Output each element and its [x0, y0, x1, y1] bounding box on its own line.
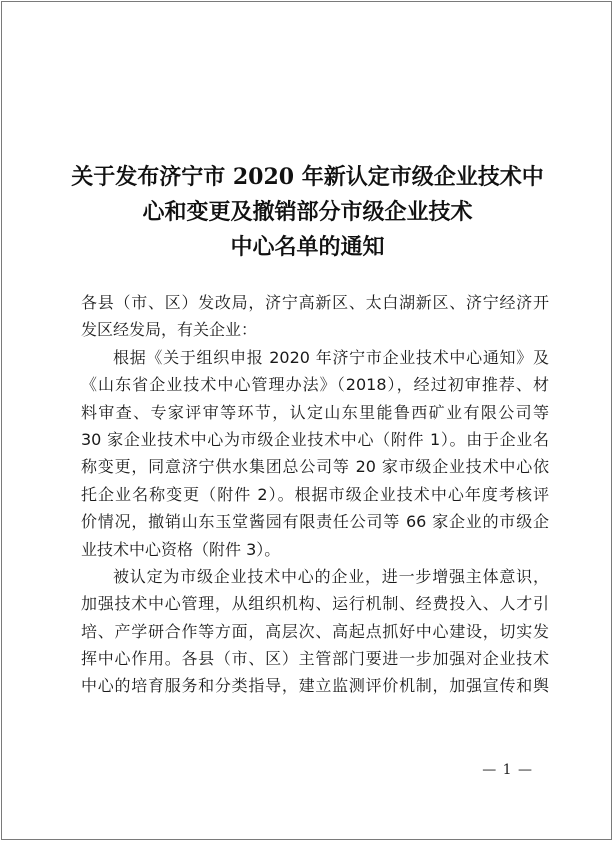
body-line: 业技术中心资格（附件 3）。 [81, 539, 281, 559]
body-line: 培、产学研合作等方面，高层次、高起点抓好中心建设，切实发 [81, 621, 549, 641]
paragraph-2 [81, 563, 549, 700]
body-line: 价情况，撤销山东玉堂酱园有限责任公司等 66 家企业的市级企 [81, 512, 549, 532]
title-line: 关于发布济宁市 2020 年新认定市级企业技术中 [71, 164, 544, 190]
document-title [42, 160, 573, 265]
body-line: 称变更，同意济宁供水集团总公司等 20 家市级企业技术中心依 [81, 457, 549, 477]
body-line: 挥中心作用。各县（市、区）主管部门要进一步加强对企业技术 [81, 649, 549, 669]
body-line: 发区经发局，有关企业： [81, 320, 258, 340]
body-line: 加强技术中心管理，从组织机构、运行机制、经费投入、人才引 [81, 594, 549, 614]
addressee [81, 289, 549, 344]
paragraph-1 [81, 344, 549, 563]
body-line: 料审查、专家评审等环节，认定山东里能鲁西矿业有限公司等 [81, 402, 549, 422]
body-line: 各县（市、区）发改局，济宁高新区、太白湖新区、济宁经济开 [81, 293, 549, 312]
body-line: 中心的培育服务和分类指导，建立监测评价机制，加强宣传和舆 [81, 676, 549, 696]
document-body [81, 289, 549, 700]
body-line: 30 家企业技术中心为市级企业技术中心（附件 1）。由于企业名 [81, 429, 549, 449]
body-line: 根据《关于组织申报 2020 年济宁市企业技术中心通知》及 [113, 347, 549, 367]
body-line: 托企业名称变更（附件 2）。根据市级企业技术中心年度考核评 [81, 484, 549, 504]
document-page [1, 1, 612, 840]
title-line: 心和变更及撤销部分市级企业技术 [142, 199, 473, 225]
body-line: 被认定为市级企业技术中心的企业，进一步增强主体意识， [113, 566, 549, 586]
title-line: 中心名单的通知 [230, 234, 385, 260]
page-number: — 1 — [482, 762, 533, 778]
body-line: 《山东省企业技术中心管理办法》（2018），经过初审推荐、材 [81, 375, 549, 395]
